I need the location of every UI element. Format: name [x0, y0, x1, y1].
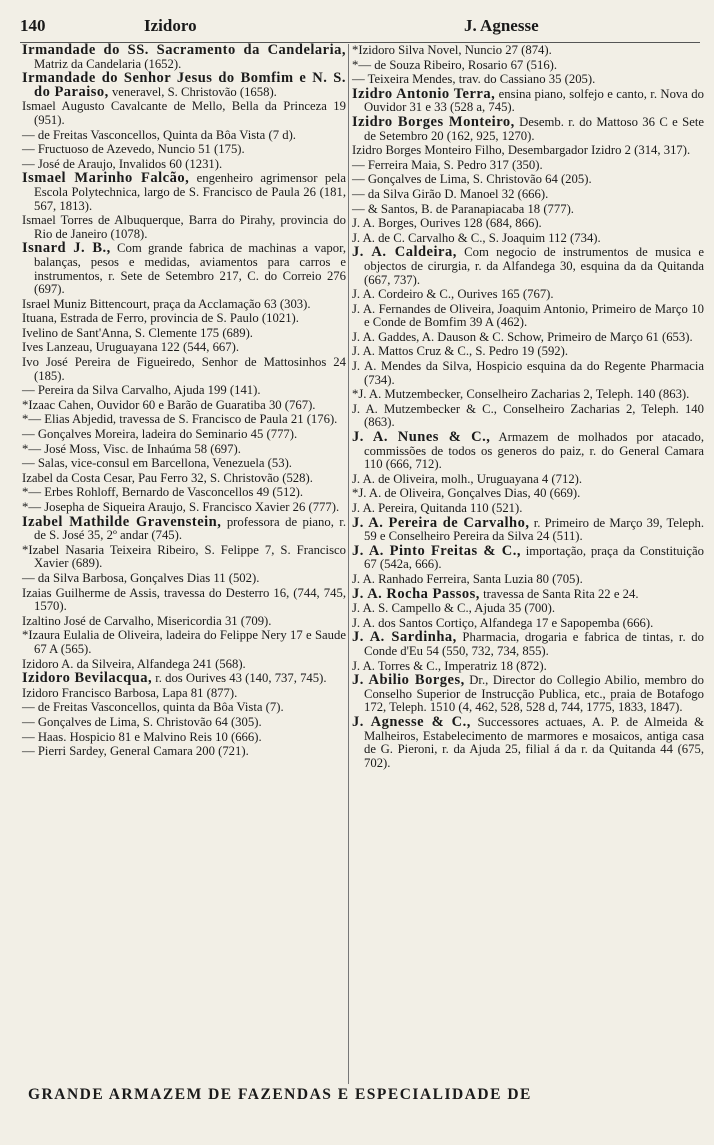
entry-text: *— José Moss, Visc. de Inhaúma 58 (697). [22, 441, 241, 456]
directory-entry [22, 44, 346, 71]
entry-text: *Izabel Nasaria Teixeira Ribeiro, S. Felippe 7, S. Francisco Xavier (689). [22, 542, 346, 571]
directory-entry [22, 100, 346, 127]
directory-entry [22, 214, 346, 241]
directory-entry [352, 388, 704, 402]
entry-text: — de Freitas Vasconcellos, quinta da Bôa Vista (7). [22, 700, 284, 715]
directory-entry [352, 585, 704, 602]
entry-text: Ivo José Pereira de Figueiredo, Senhor de Mattosinhos 24 (185). [22, 355, 346, 383]
entry-text: veneravel, S. Christovão (1658). [108, 84, 277, 99]
directory-entry [22, 629, 346, 656]
directory-entry [22, 615, 346, 629]
entry-text: Ives Lanzeau, Uruguayana 122 (544, 667). [22, 340, 240, 355]
entry-text: J. A. Ranhado Ferreira, Santa Luzia 80 (705). [352, 571, 583, 586]
directory-entry [352, 331, 704, 345]
directory-entry [22, 486, 346, 500]
entry-name: Izabel Mathilde Gravenstein, [22, 513, 222, 530]
entry-text: Pharmacia, drogaria e fabrica de tintas, r. do Conde d'Eu 54 (550, 732, 734, 855). [364, 630, 704, 658]
right-running-title: J. Agnesse [464, 16, 539, 35]
entry-text: — Gonçalves de Lima, S. Christovão 64 (205). [352, 172, 592, 187]
directory-entry [22, 472, 346, 486]
directory-entry [352, 542, 704, 572]
entry-name: J. A. Nunes & C., [352, 429, 491, 446]
entry-text: J. A. Mutzembecker & C., Conselheiro Zacharias 2, Teleph. 140 (863). [352, 401, 704, 430]
entry-text: *— Elias Abjedid, travessa de S. Francisco de Paula 21 (176). [22, 412, 338, 427]
entry-text: professora de piano, r. de S. José 35, 2º andar (745). [34, 514, 346, 543]
entry-text: Izidoro A. da Silveira, Alfandega 241 (568). [22, 656, 246, 671]
directory-entry [22, 384, 346, 398]
entry-text: Izidro Borges Monteiro Filho, Desembargador Izidro 2 (314, 317). [352, 143, 691, 158]
entry-text: — Ferreira Maia, S. Pedro 317 (350). [352, 157, 543, 172]
entry-name: Izidro Borges Monteiro, [352, 113, 515, 130]
directory-entry [352, 713, 704, 770]
directory-entry [22, 312, 346, 326]
entry-name: Izidro Antonio Terra, [352, 85, 496, 102]
directory-entry [22, 687, 346, 701]
column-divider [348, 44, 349, 1084]
directory-entry [22, 544, 346, 571]
directory-entry [22, 457, 346, 471]
page-number: 140 [20, 16, 46, 35]
entry-text: — Salas, vice-consul em Barcellona, Venezuela (53). [22, 456, 292, 471]
entry-name: J. A. Pereira de Carvalho, [352, 514, 530, 531]
directory-entry [352, 403, 704, 430]
directory-entry [22, 731, 346, 745]
directory-entry [22, 399, 346, 413]
directory-entry [352, 246, 704, 287]
entry-text: Izabel da Costa Cesar, Pau Ferro 32, S. Christovão (528). [22, 470, 313, 485]
entry-text: — da Silva Girão D. Manoel 32 (666). [352, 186, 549, 201]
entry-text: — Fructuoso de Azevedo, Nuncio 51 (175). [22, 142, 245, 157]
entry-text: r. dos Ourives 43 (140, 737, 745). [152, 671, 327, 686]
entry-text: J. A. Pereira, Quitanda 110 (521). [352, 501, 523, 515]
entry-text: J. A. de Oliveira, molh., Uruguayana 4 (712). [352, 471, 583, 486]
entry-text: Izaias Guilherme de Assis, travessa do Desterro 16, (744, 745, 1570). [22, 585, 346, 614]
left-running-title: Izidoro [144, 16, 197, 35]
directory-entry [352, 288, 704, 302]
directory-entry [352, 674, 704, 715]
entry-text: travessa de Santa Rita 22 e 24. [479, 586, 639, 601]
entry-text: J. A. de C. Carvalho & C., S. Joaquim 112 (734). [352, 230, 601, 245]
entry-text: *Izaura Eulalia de Oliveira, ladeira do Felippe Nery 17 e Saude 67 A (565). [22, 628, 346, 656]
directory-entry [352, 660, 704, 674]
entry-text: Ismael Augusto Cavalcante de Mello, Bella da Princeza 19 (951). [22, 99, 346, 127]
directory-entry [352, 631, 704, 658]
entry-text: — José de Araujo, Invalidos 60 (1231). [22, 156, 223, 171]
left-column [22, 44, 346, 760]
entry-text: — Gonçalves de Lima, S. Christovão 64 (305). [22, 714, 262, 729]
entry-text: Desemb. r. do Mattoso 36 C e Sete de Setembro 20 (162, 925, 1270). [364, 114, 705, 143]
entry-text: *— Josepha de Siqueira Araujo, S. Francisco Xavier 26 (777). [22, 500, 340, 514]
entry-text: Ismael Torres de Albuquerque, Barra do Pirahy, provincia do Rio de Janeiro (1078). [22, 213, 346, 241]
directory-entry [22, 716, 346, 730]
directory-entry [22, 413, 346, 427]
entry-text: *J. A. Mutzembecker, Conselheiro Zacharias 2, Teleph. 140 (863). [352, 387, 690, 402]
entry-name: J. A. Rocha Passos, [352, 585, 480, 602]
directory-entry [22, 428, 346, 442]
entry-name: J. A. Sardinha, [352, 629, 457, 646]
directory-entry [352, 502, 704, 516]
directory-entry [352, 345, 704, 359]
entry-text: Ituana, Estrada de Ferro, provincia de S. Paulo (1021). [22, 311, 299, 326]
entry-text: J. A. Gaddes, A. Dauson & C. Schow, Primeiro de Março 61 (653). [352, 329, 693, 344]
entry-text: — Pierri Sardey, General Camara 200 (721). [22, 744, 249, 759]
directory-entry [22, 242, 346, 296]
entry-text: — Haas. Hospicio 81 e Malvino Reis 10 (666). [22, 729, 262, 744]
entry-text: *— Erbes Rohloff, Bernardo de Vasconcellos 49 (512). [22, 485, 304, 500]
entry-text: *Izidoro Silva Novel, Nuncio 27 (874). [352, 43, 552, 57]
directory-entry [352, 487, 704, 501]
directory-entry [22, 658, 346, 672]
directory-entry [352, 303, 704, 330]
entry-name: Izidoro Bevilacqua, [22, 670, 153, 687]
entry-text: Matriz da Candelaria (1652). [34, 56, 182, 71]
entry-text: importação, praça da Constituição 67 (542a, 666). [364, 543, 704, 572]
directory-entry [352, 232, 704, 246]
directory-entry [22, 745, 346, 759]
entry-text: engenheiro agrimensor pela Escola Polytechnica, largo de S. Francisco de Paula 26 (181, 567, 1813). [34, 171, 346, 213]
page-header [14, 16, 700, 40]
directory-entry [22, 143, 346, 157]
entry-text: *Izaac Cahen, Ouvidor 60 e Barão de Guaratiba 30 (767). [22, 397, 316, 412]
directory-entry [22, 513, 346, 543]
entry-text: Successores actuaes, A. P. de Almeida & Malheiros, Estabelecimento de marmores e mosaicos, antiga casa de G. Pieroni, r. da Ajuda 25, filial á da r. da Quitanda 44 (675, 702). [364, 714, 704, 770]
directory-entry [22, 587, 346, 614]
directory-entry [352, 617, 704, 631]
directory-entry [352, 73, 704, 87]
entry-text: — Pereira da Silva Carvalho, Ajuda 199 (141). [22, 383, 261, 398]
directory-entry [352, 431, 704, 472]
entry-text: Izaltino José de Carvalho, Misericordia 31 (709). [22, 613, 272, 628]
entry-name: Irmandade do SS. Sacramento da Candelaria, [22, 42, 346, 58]
entry-text: J. A. Borges, Ourives 128 (684, 866). [352, 216, 542, 231]
entry-text: J. A. Cordeiro & C., Ourives 165 (767). [352, 287, 554, 302]
entry-text: Ivelino de Sant'Anna, S. Clemente 175 (689). [22, 325, 253, 340]
entry-text: J. A. Mattos Cruz & C., S. Pedro 19 (592). [352, 344, 569, 359]
directory-entry [352, 188, 704, 202]
entry-text: Com grande fabrica de machinas a vapor, balanças, pesos e medidas, aviamentos para carros e instrumentos, r. Sete de Setembro 217, C. do Correio 276 (697). [34, 241, 346, 297]
footer-advert: GRANDE ARMAZEM DE FAZENDAS E ESPECIALIDADE DE [28, 1086, 532, 1103]
directory-entry [22, 72, 346, 99]
directory-entry [22, 701, 346, 715]
entry-text: J. A. dos Santos Cortiço, Alfandega 17 e Sapopemba (666). [352, 615, 654, 630]
entry-text: Com negocio de instrumentos de musica e objectos de cirurgia, r. da Alfandega 30, esquina da da Quitanda (667, 737). [364, 245, 704, 287]
directory-entry [22, 341, 346, 355]
entry-text: ensina piano, solfejo e canto, r. Nova do Ouvidor 31 e 33 (528 a, 745). [364, 86, 704, 115]
entry-text: — & Santos, B. de Paranapiacaba 18 (777). [352, 201, 574, 216]
entry-text: J. A. Fernandes de Oliveira, Joaquim Antonio, Primeiro de Março 10 e Conde de Bomfim 39 A (462). [352, 301, 704, 330]
entry-text: *— de Souza Ribeiro, Rosario 67 (516). [352, 57, 558, 72]
directory-entry [352, 44, 704, 58]
directory-entry [352, 113, 705, 143]
directory-entry [352, 602, 704, 616]
directory-entry [352, 217, 704, 231]
entry-text: — Teixeira Mendes, trav. do Cassiano 35 (205). [352, 72, 596, 87]
entry-name: J. A. Caldeira, [352, 244, 457, 261]
entry-text: r. Primeiro de Março 39, Teleph. 59 e Conselheiro Pereira da Silva 24 (511). [364, 515, 705, 544]
entry-text: J. A. S. Campello & C., Ajuda 35 (700). [352, 601, 555, 616]
directory-entry [22, 672, 346, 686]
directory-entry [352, 473, 704, 487]
directory-entry [22, 327, 346, 341]
directory-entry [22, 572, 346, 586]
entry-name: J. Agnesse & C., [352, 713, 471, 730]
directory-entry [352, 514, 705, 544]
entry-text: Armazem de molhados por atacado, commissões de todos os generos do paiz, r. do General Camara 110 (666, 712). [364, 430, 705, 472]
entry-text: — da Silva Barbosa, Gonçalves Dias 11 (502). [22, 570, 260, 585]
right-column [352, 44, 704, 771]
entry-name: Irmandade do Senhor Jesus do Bomfim e N. S. do Paraiso, [22, 70, 346, 100]
directory-entry [22, 501, 346, 515]
directory-entry [22, 158, 346, 172]
directory-entry [352, 59, 704, 73]
entry-text: J. A. Mendes da Silva, Hospicio esquina da do Regente Pharmacia (734). [352, 359, 704, 387]
entry-text: — de Freitas Vasconcellos, Quinta da Bôa Vista (7 d). [22, 127, 296, 142]
directory-entry [352, 573, 704, 587]
directory-entry [22, 356, 346, 383]
entry-name: Isnard J. B., [22, 240, 111, 257]
directory-entry [352, 85, 704, 115]
entry-text: Israel Muniz Bittencourt, praça da Acclamação 63 (303). [22, 296, 311, 311]
entry-text: *J. A. de Oliveira, Gonçalves Dias, 40 (669). [352, 486, 581, 501]
directory-entry [22, 443, 346, 457]
directory-entry [352, 203, 704, 217]
directory-entry [352, 159, 704, 173]
entry-name: J. Abilio Borges, [352, 672, 465, 689]
entry-text: J. A. Torres & C., Imperatriz 18 (872). [352, 658, 547, 673]
directory-entry [352, 173, 704, 187]
entry-text: Dr., Director do Collegio Abilio, membro do Conselho Superior de Instrucção Publica, etc., praia de Botafogo 172, Teleph. 1510 (4, 462, 528, 528 d, 744, 1775, 1833, 1847). [364, 673, 704, 715]
entry-name: J. A. Pinto Freitas & C., [352, 542, 521, 559]
entry-name: Ismael Marinho Falcão, [22, 170, 190, 187]
directory-entry [22, 172, 346, 213]
entry-text: — Gonçalves Moreira, ladeira do Seminario 45 (777). [22, 427, 298, 442]
directory-entry [352, 360, 704, 387]
directory-entry [22, 298, 346, 312]
directory-entry [22, 129, 346, 143]
entry-text: Izidoro Francisco Barbosa, Lapa 81 (877). [22, 685, 238, 700]
directory-entry [352, 144, 704, 158]
